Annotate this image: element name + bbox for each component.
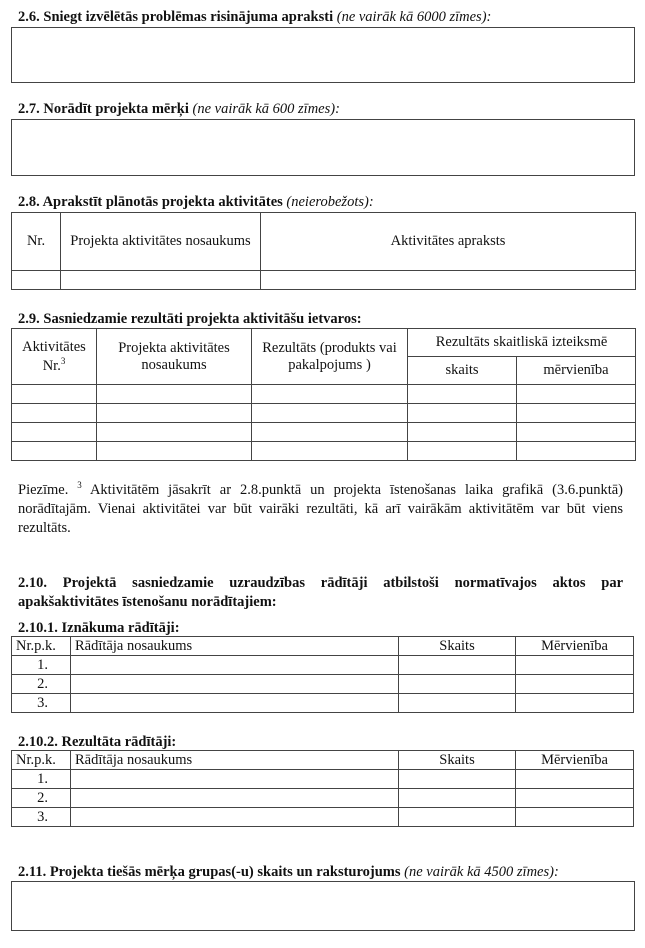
table-cell[interactable]	[516, 770, 634, 789]
section-2-10-heading: 2.10. Projektā sasniedzamie uzraudzības rādītāji atbilstoši normatīvajos aktos par apakšaktivitātes īstenošanu norādītajiem:	[18, 575, 623, 611]
table-cell[interactable]	[408, 423, 517, 442]
row-number: 1.	[12, 770, 71, 789]
table-cell[interactable]	[71, 694, 399, 713]
table-cell[interactable]	[517, 442, 636, 461]
table-cell[interactable]	[408, 404, 517, 423]
table-cell[interactable]	[71, 789, 399, 808]
table-cell[interactable]	[97, 385, 252, 404]
activities-table	[11, 212, 636, 290]
col-header-result: Rezultāts (produkts vai pakalpojums )	[252, 329, 408, 385]
table-cell[interactable]	[12, 404, 97, 423]
col-header-indicator-name: Rādītāja nosaukums	[71, 637, 399, 656]
col-header-nr: Nr.p.k.	[12, 751, 71, 770]
table-row	[12, 789, 634, 808]
section-2-6-heading: 2.6. Sniegt izvēlētās problēmas risinājuma apraksti (ne vairāk kā 6000 zīmes):	[18, 9, 492, 25]
table-cell[interactable]	[399, 808, 516, 827]
table-row	[12, 675, 634, 694]
table-cell[interactable]	[12, 271, 61, 290]
table-cell[interactable]	[399, 789, 516, 808]
table-row	[12, 656, 634, 675]
table-cell[interactable]	[71, 675, 399, 694]
target-group-field[interactable]	[11, 881, 635, 931]
col-header-activity-description: Aktivitātes apraksts	[261, 213, 636, 271]
table-cell[interactable]	[252, 442, 408, 461]
col-header-nr: Nr.	[12, 213, 61, 271]
table-cell[interactable]	[517, 385, 636, 404]
table-cell[interactable]	[71, 808, 399, 827]
table-cell[interactable]	[516, 694, 634, 713]
project-goal-field[interactable]	[11, 119, 635, 176]
output-indicators-table	[11, 636, 634, 713]
col-header-count: Skaits	[399, 751, 516, 770]
table-cell[interactable]	[399, 694, 516, 713]
table-cell[interactable]	[71, 770, 399, 789]
table-row	[12, 808, 634, 827]
table-cell[interactable]	[61, 271, 261, 290]
col-header-indicator-name: Rādītāja nosaukums	[71, 751, 399, 770]
table-cell[interactable]	[97, 442, 252, 461]
row-number: 2.	[12, 675, 71, 694]
col-header-activity-name: Projekta aktivitātes nosaukums	[97, 329, 252, 385]
table-cell[interactable]	[252, 404, 408, 423]
col-header-unit: mērvienība	[517, 357, 636, 385]
row-number: 3.	[12, 694, 71, 713]
result-indicators-table	[11, 750, 634, 827]
row-number: 3.	[12, 808, 71, 827]
table-cell[interactable]	[517, 423, 636, 442]
table-cell[interactable]	[408, 442, 517, 461]
table-cell[interactable]	[71, 656, 399, 675]
row-number: 1.	[12, 656, 71, 675]
table-cell[interactable]	[408, 385, 517, 404]
table-cell[interactable]	[516, 675, 634, 694]
section-2-10-1-heading: 2.10.1. Iznākuma rādītāji:	[18, 620, 180, 636]
results-table	[11, 328, 636, 461]
col-header-numeric-expression: Rezultāts skaitliskā izteiksmē	[408, 329, 636, 357]
table-row	[12, 694, 634, 713]
section-2-7-heading: 2.7. Norādīt projekta mērķi (ne vairāk kā 600 zīmes):	[18, 101, 340, 117]
table-cell[interactable]	[252, 423, 408, 442]
section-2-9-heading: 2.9. Sasniedzamie rezultāti projekta aktivitāšu ietvaros:	[18, 311, 362, 327]
section-2-10-2-heading: 2.10.2. Rezultāta rādītāji:	[18, 734, 177, 750]
section-2-8-heading: 2.8. Aprakstīt plānotās projekta aktivitātes (neierobežots):	[18, 194, 374, 210]
col-header-count: Skaits	[399, 637, 516, 656]
table-cell[interactable]	[399, 656, 516, 675]
col-header-unit: Mērvienība	[516, 751, 634, 770]
row-number: 2.	[12, 789, 71, 808]
col-header-nr: Nr.p.k.	[12, 637, 71, 656]
solution-description-field[interactable]	[11, 27, 635, 83]
table-cell[interactable]	[516, 808, 634, 827]
table-cell[interactable]	[516, 656, 634, 675]
col-header-activity-name: Projekta aktivitātes nosaukums	[61, 213, 261, 271]
footnote: Piezīme. $^3$ Aktivitātēm jāsakrīt ar 2.8.punktā un projekta īstenošanas laika grafikā (3.6.punktā) norādītajām. Vienai aktivitātei var būt vairāki rezultāti, kā arī vairākām aktivitātēm var būt viens rezultāts.	[18, 480, 624, 537]
table-cell[interactable]	[12, 423, 97, 442]
table-cell[interactable]	[97, 423, 252, 442]
table-cell[interactable]	[399, 770, 516, 789]
table-cell[interactable]	[12, 442, 97, 461]
table-cell[interactable]	[252, 385, 408, 404]
col-header-activity-nr: Aktivitātes Nr.$^3$	[12, 329, 97, 385]
section-2-11-heading: 2.11. Projekta tiešās mērķa grupas(-u) skaits un raksturojums (ne vairāk kā 4500 zīmes):	[18, 864, 559, 880]
table-cell[interactable]	[97, 404, 252, 423]
table-cell[interactable]	[516, 789, 634, 808]
table-cell[interactable]	[517, 404, 636, 423]
table-cell[interactable]	[12, 385, 97, 404]
table-row	[12, 770, 634, 789]
table-cell[interactable]	[399, 675, 516, 694]
table-cell[interactable]	[261, 271, 636, 290]
col-header-count: skaits	[408, 357, 517, 385]
col-header-unit: Mērvienība	[516, 637, 634, 656]
